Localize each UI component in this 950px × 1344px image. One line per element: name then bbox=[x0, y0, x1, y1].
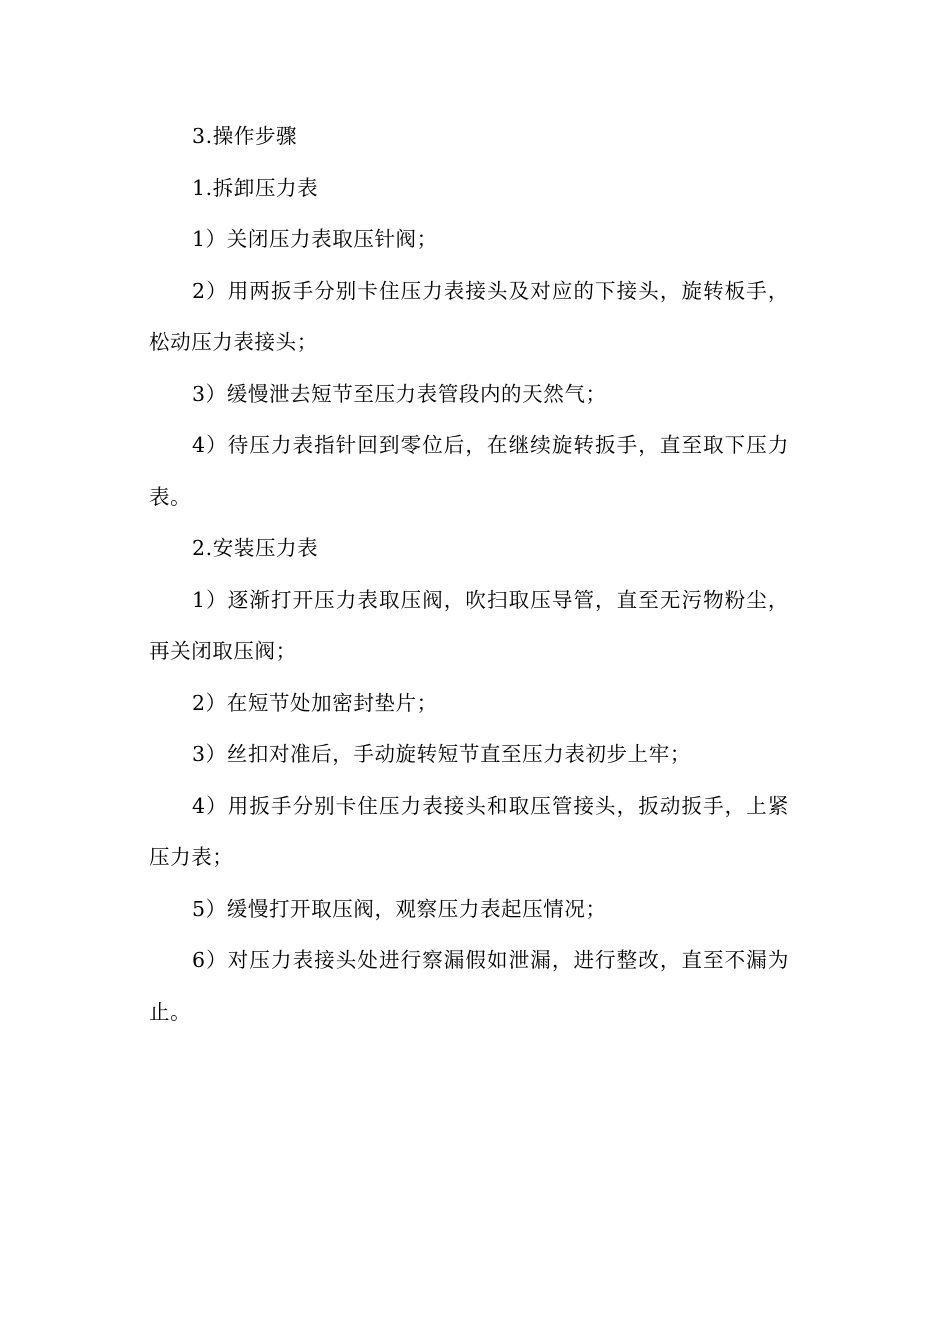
step-item: 6）对压力表接头处进行察漏假如泄漏，进行整改，直至不漏为止。 bbox=[149, 948, 789, 1024]
subsection-heading-remove-gauge: 1.拆卸压力表 bbox=[192, 175, 319, 200]
document-body bbox=[149, 111, 789, 1038]
step-item: 2）用两扳手分别卡住压力表接头及对应的下接头，旋转板手，松动压力表接头； bbox=[149, 278, 789, 354]
step-item: 3）丝扣对准后，手动旋转短节直至压力表初步上牢； bbox=[192, 742, 691, 766]
step-item: 1）关闭压力表取压针阀； bbox=[192, 227, 438, 251]
subsection-heading-install-gauge: 2.安装压力表 bbox=[192, 536, 319, 560]
step-item: 5）缓慢打开取压阀，观察压力表起压情况； bbox=[192, 896, 607, 921]
step-item: 1）逐渐打开压力表取压阀，吹扫取压导管，直至无污物粉尘，再关闭取压阀； bbox=[149, 587, 789, 663]
section-heading-operation-steps: 3.操作步骤 bbox=[192, 124, 298, 148]
step-item: 2）在短节处加密封垫片； bbox=[192, 690, 438, 715]
step-item: 4）待压力表指针回到零位后，在继续旋转扳手，直至取下压力表。 bbox=[149, 433, 789, 509]
step-item: 3）缓慢泄去短节至压力表管段内的天然气； bbox=[192, 381, 607, 406]
step-item: 4）用扳手分别卡住压力表接头和取压管接头，扳动扳手，上紧压力表； bbox=[149, 793, 789, 869]
